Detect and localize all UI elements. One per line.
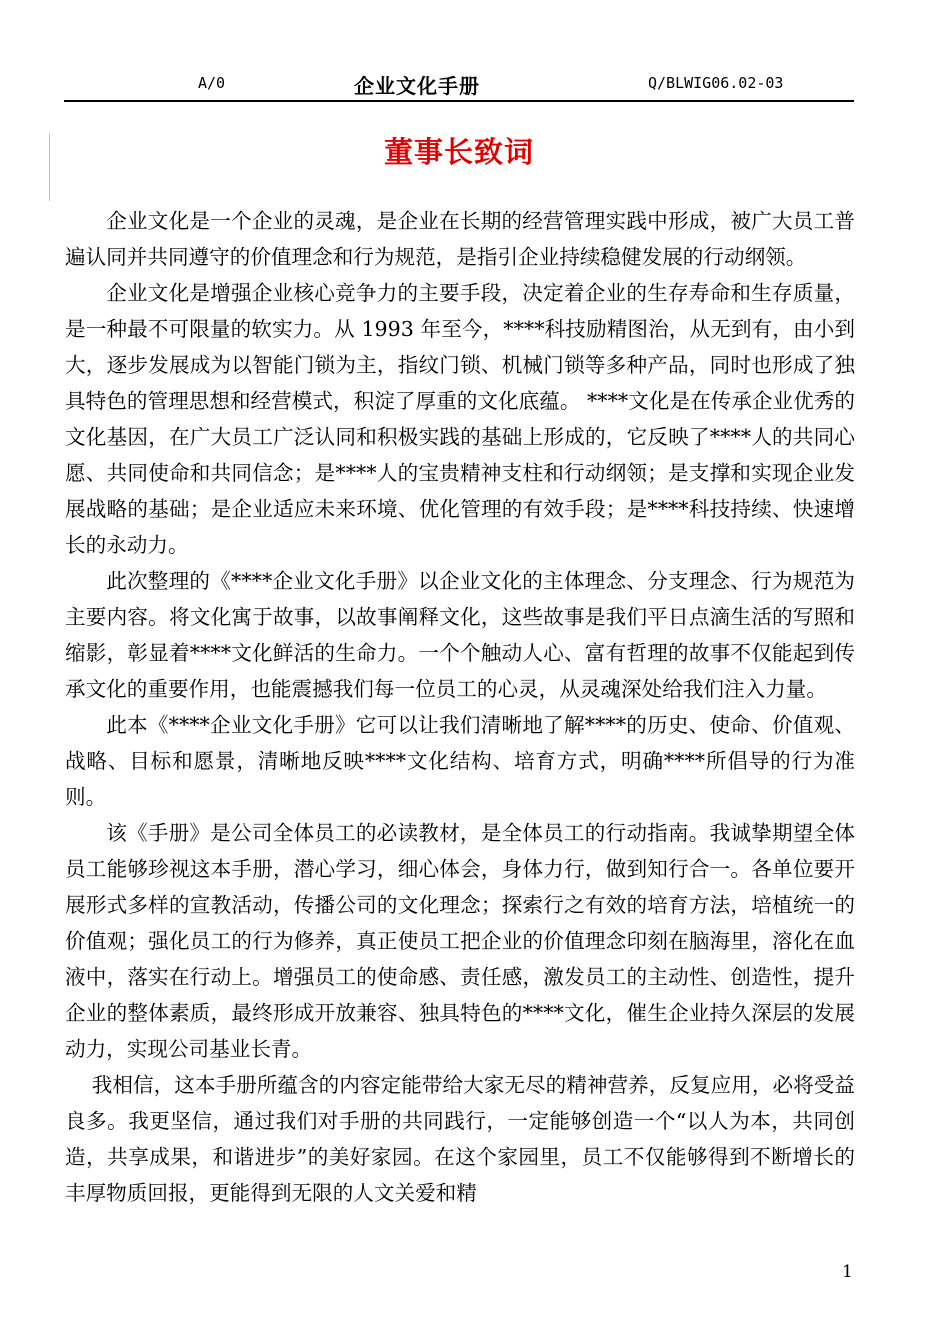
paragraph-5: 该《手册》是公司全体员工的必读教材，是全体员工的行动指南。我诚挚期望全体员工能够珍视这本手册，潜心学习，细心体会，身体力行，做到知行合一。各单位要开展形式多样的宣教活动，传播公司的文化理念；探索行之有效的培育方法，培植统一的价值观；强化员工的行为修养，真正使员工把企业的价值理念印刻在脑海里，溶化在血液中，落实在行动上。增强员工的使命感、责任感，激发员工的主动性、创造性，提升企业的整体素质，最终形成开放兼容、独具特色的****文化，催生企业持久深层的发展动力，实现公司基业长青。 (65, 821, 855, 1061)
header-doc-code: Q/BLWIG06.02-03 (648, 74, 784, 92)
header-revision: A/0 (198, 74, 226, 92)
page-title: 董事长致词 (383, 135, 534, 169)
paragraph-1: 企业文化是一个企业的灵魂，是企业在长期的经营管理实践中形成，被广大员工普遍认同并共同遵守的价值理念和行为规范，是指引企业持续稳健发展的行动纲领。 (65, 209, 855, 269)
paragraph-6: 我相信，这本手册所蕴含的内容定能带给大家无尽的精神营养，反复应用，必将受益良多。我更坚信，通过我们对手册的共同践行，一定能够创造一个“以人为本，共同创造，共享成果，和谐进步”的美好家园。在这个家园里，员工不仅能够得到不断增长的丰厚物质回报，更能得到无限的人文关爱和精 (65, 1073, 855, 1205)
header-title: 企业文化手册 (354, 74, 480, 98)
paragraph-2: 企业文化是增强企业核心竞争力的主要手段，决定着企业的生存寿命和生存质量，是一种最不可限量的软实力。从 1993 年至今，****科技励精图治，从无到有，由小到大，逐步发展成为以智能门锁为主，指纹门锁、机械门锁等多种产品，同时也形成了独具特色的管理思想和经营模式，积淀了厚重的文化底蕴。 ****文化是在传承企业优秀的文化基因，在广大员工广泛认同和积极实践的基础上形成的，它反映了****人的共同心愿、共同使命和共同信念；是****人的宝贵精神支柱和行动纲领；是支撑和实现企业发展战略的基础；是企业适应未来环境、优化管理的有效手段；是****科技持续、快速增长的永动力。 (65, 281, 855, 557)
page-number: 1 (842, 1262, 853, 1282)
paragraph-4: 此本《****企业文化手册》它可以让我们清晰地了解****的历史、使命、价值观、战略、目标和愿景，清晰地反映****文化结构、培育方式，明确****所倡导的行为准则。 (65, 713, 855, 809)
paragraph-3: 此次整理的《****企业文化手册》以企业文化的主体理念、分支理念、行为规范为主要内容。将文化寓于故事，以故事阐释文化，这些故事是我们平日点滴生活的写照和缩影，彰显着****文化鲜活的生命力。一个个触动人心、富有哲理的故事不仅能起到传承文化的重要作用，也能震撼我们每一位员工的心灵，从灵魂深处给我们注入力量。 (65, 569, 855, 701)
page-header (64, 72, 854, 102)
body-text (65, 203, 855, 1211)
